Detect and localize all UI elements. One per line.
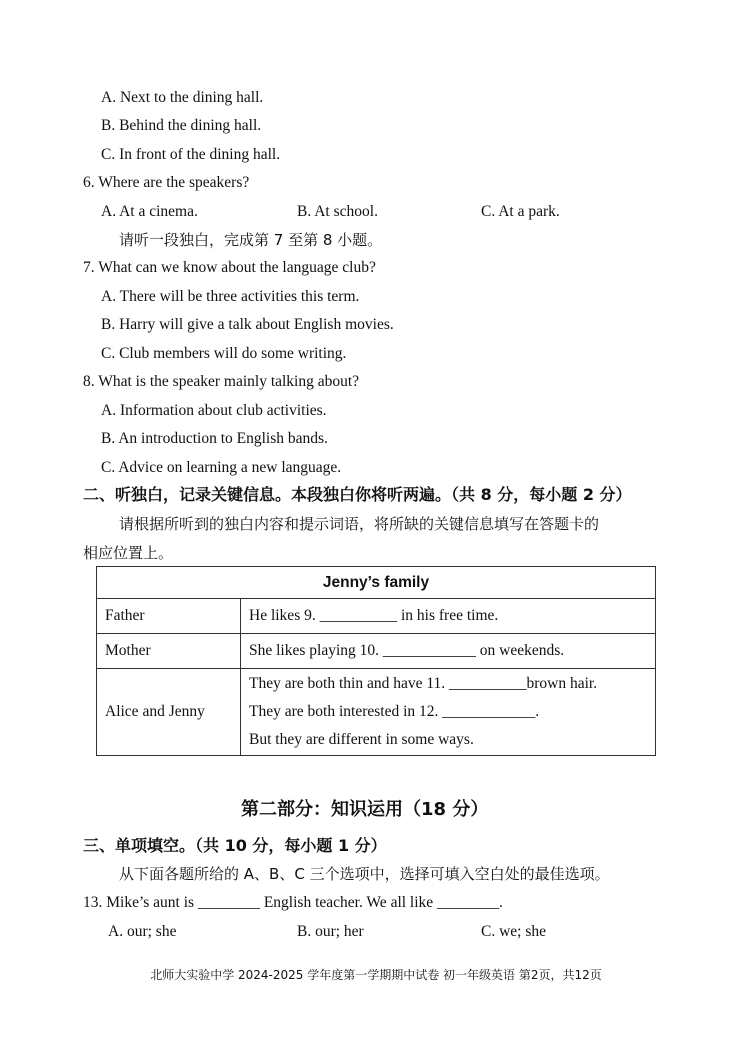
q5-option-b: B. Behind the dining hall.: [101, 117, 262, 134]
section2-instruction-line2: 相应位置上。: [83, 544, 174, 562]
q7-option-a: A. There will be three activities this term.: [101, 288, 360, 305]
q5-option-a: A. Next to the dining hall.: [101, 89, 264, 106]
mother-line: She likes playing 10. ____________ on weekends.: [249, 642, 565, 659]
part2-title: 第二部分：知识运用（18 分）: [241, 799, 489, 820]
section3-title: 三、单项填空。（共 10 分，每小题 1 分）: [83, 836, 387, 855]
page-footer: 北师大实验中学 2024-2025 学年度第一学期期中试卷 初一年级英语 第2页，共12页: [150, 968, 602, 982]
q13-option-c: C. we; she: [481, 923, 547, 940]
q6-option-b: B. At school.: [297, 203, 378, 220]
q8-option-b: B. An introduction to English bands.: [101, 430, 328, 447]
q7-option-c: C. Club members will do some writing.: [101, 345, 347, 362]
q8-option-c: C. Advice on learning a new language.: [101, 459, 342, 476]
row-label-mother: Mother: [97, 634, 241, 669]
table-title: Jenny’s family: [97, 567, 656, 599]
row-content-mother: [241, 634, 656, 669]
q6-option-a: A. At a cinema.: [101, 203, 198, 220]
table-row: [97, 599, 656, 634]
table-row: [97, 634, 656, 669]
alice-jenny-line-1: They are both thin and have 11. __________brown hair.: [249, 675, 598, 692]
q6-stem: 6. Where are the speakers?: [83, 174, 250, 191]
row-label-father: Father: [97, 599, 241, 634]
q13-option-b: B. our; her: [297, 923, 364, 940]
row-label-alice-jenny: Alice and Jenny: [97, 669, 241, 756]
father-line: He likes 9. __________ in his free time.: [249, 607, 499, 624]
table-row: [97, 669, 656, 756]
alice-jenny-line-2: They are both interested in 12. ____________.: [249, 703, 540, 720]
section3-instruction: 从下面各题所给的 A、B、C 三个选项中，选择可填入空白处的最佳选项。: [119, 865, 610, 883]
q6-option-c: C. At a park.: [481, 203, 560, 220]
q8-option-a: A. Information about club activities.: [101, 402, 327, 419]
q13-stem: 13. Mike’s aunt is ________ English teacher. We all like ________.: [83, 894, 503, 911]
q13-option-a: A. our; she: [108, 923, 177, 940]
q8-stem: 8. What is the speaker mainly talking about?: [83, 373, 360, 390]
alice-jenny-line-3: But they are different in some ways.: [249, 731, 474, 748]
row-content-alice-jenny: [241, 669, 656, 756]
instruction-q7-q8: 请听一段独白，完成第 7 至第 8 小题。: [119, 231, 383, 249]
q5-option-c: C. In front of the dining hall.: [101, 146, 281, 163]
section2-title: 二、听独白，记录关键信息。本段独白你将听两遍。（共 8 分，每小题 2 分）: [83, 485, 632, 504]
q7-stem: 7. What can we know about the language club?: [83, 259, 376, 276]
section2-instruction-line1: 请根据所听到的独白内容和提示词语，将所缺的关键信息填写在答题卡的: [119, 515, 600, 533]
q7-option-b: B. Harry will give a talk about English movies.: [101, 316, 394, 333]
jennys-family-table: [96, 566, 656, 756]
row-content-father: [241, 599, 656, 634]
